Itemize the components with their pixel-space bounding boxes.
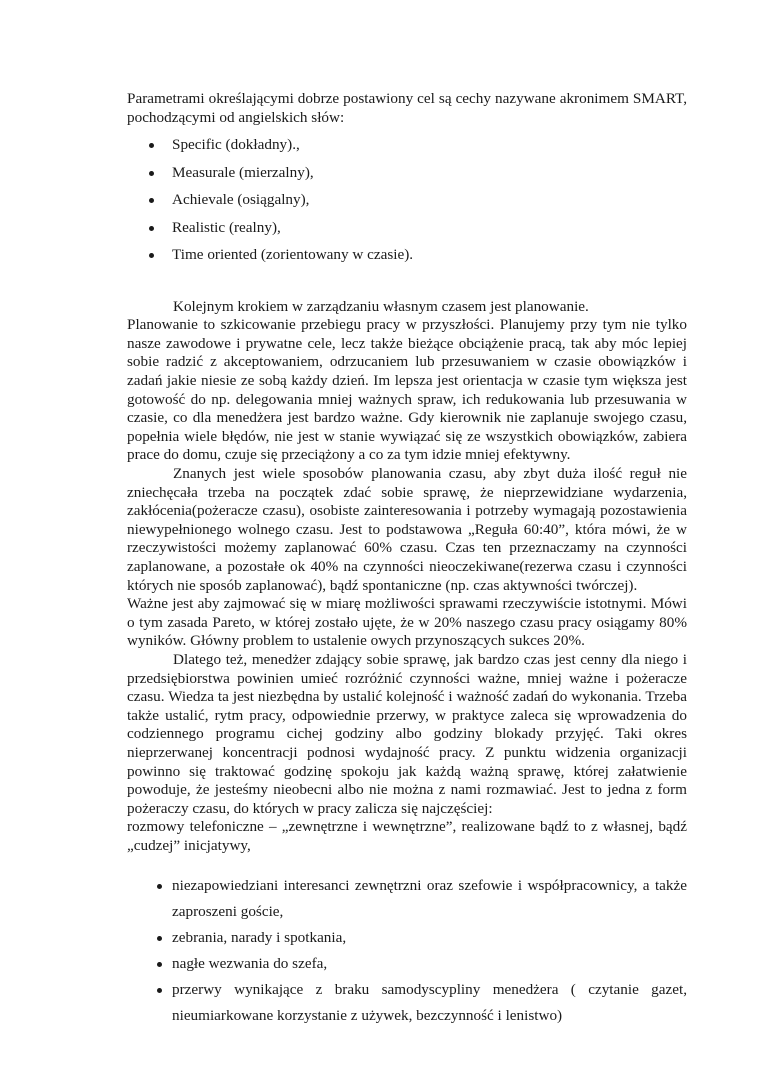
- list-item: Specific (dokładny).,: [127, 136, 687, 164]
- time-thieves-list: [127, 873, 687, 1029]
- time-thieves-paragraph: Dlatego też, menedżer zdający sobie sprawę, jak bardzo czas jest cenny dla niego i przedsiębiorstwa powinien umieć rozróżnić czynności ważne, mniej ważne i pożeracze czasu. Wiedza ta jest niezbędna by ustalić kolejność i ważność zadań do wykonania. Trzeba także ustalić, rytm pracy, odpowiednie przerwy, w praktyce zaleca się wprowadzenia do codziennego programu cichej godziny albo godziny blokady przyjęć. Taki okres nieprzerwanej koncentracji podnosi wydajność pracy. Z punktu widzenia organizacji powinno się traktować godzinę spokoju jak każdą ważną sprawę, której załatwienie powoduje, że jesteśmy nieobecni albo nie można z nami rozmawiać. Jest to jedna z form pożeraczy czasu, do których w pracy zalicza się najczęściej:: [127, 650, 687, 817]
- smart-intro-paragraph: Parametrami określającymi dobrze postawiony cel są cechy nazywane akronimem SMART, pochodzącymi od angielskich słów:: [127, 90, 687, 126]
- list-item: Measurale (mierzalny),: [127, 164, 687, 192]
- list-item: przerwy wynikające z braku samodyscypliny menedżera ( czytanie gazet, nieumiarkowane korzystanie z używek, bezczynność i lenistwo): [154, 977, 687, 1029]
- rule-60-40-paragraph: Znanych jest wiele sposobów planowania czasu, aby zbyt duża ilość reguł nie zniechęcała trzeba na początek zdać sobie sprawę, że nieprzewidziane wydarzenia, zakłócenia(pożeracze czasu), osobiste zainteresowania i potrzeby wymagają pozostawienia niewypełnionego wolnego czasu. Jest to podstawowa „Reguła 60:40”, która mówi, że w rzeczywistości możemy zaplanować 60% czasu. Czas ten przeznaczamy na czynności zaplanowane, a pozostałe ok 40% na czynności nieoczekiwane(rezerwa czasu i czynności których nie sposób zaplanować), bądź spontaniczne (np. czas aktywności twórczej).: [127, 465, 687, 594]
- list-item: zebrania, narady i spotkania,: [154, 925, 687, 951]
- list-item: niezapowiedziani interesanci zewnętrzni oraz szefowie i współpracownicy, a także zaproszeni goście,: [154, 873, 687, 925]
- planning-lead-sentence: Kolejnym krokiem w zarządzaniu własnym czasem jest planowanie.: [173, 297, 589, 315]
- list-item: Achievale (osiągalny),: [127, 191, 687, 219]
- list-item: Time oriented (zorientowany w czasie).: [127, 246, 687, 274]
- phone-calls-paragraph: rozmowy telefoniczne – „zewnętrzne i wewnętrzne”, realizowane bądź to z własnej, bądź „cudzej” inicjatywy,: [127, 818, 687, 854]
- document-page: [127, 90, 687, 1029]
- spacer: [127, 274, 687, 298]
- list-item: Realistic (realny),: [127, 219, 687, 247]
- smart-list: [127, 136, 687, 274]
- list-item: nagłe wezwania do szefa,: [154, 951, 687, 977]
- planning-paragraph: Planowanie to szkicowanie przebiegu pracy w przyszłości. Planujemy przy tym nie tylko nasze zawodowe i prywatne cele, lecz także bieżące obciążenie pracą, tak aby móc lepiej sobie radzić z akceptowaniem, odrzucaniem lub przesuwaniem w czasie obowiązków i zadań jakie niesie ze sobą każdy dzień. Im lepsza jest orientacja w czasie tym większa jest gotowość do np. delegowania mniej ważnych spraw, ich redukowania lub przesuwania w czasie, co dla menedżera jest bardzo ważne. Gdy kierownik nie zaplanuje swojego czasu, popełnia wiele błędów, nie jest w stanie wywiązać się ze wszystkich obowiązków, zabiera prace do domu, czuje się przeciążony a co za tym idzie mniej efektywny.: [127, 316, 687, 464]
- pareto-paragraph: Ważne jest aby zajmować się w miarę możliwości sprawami rzeczywiście istotnymi. Mówi o tym zasada Pareto, w której zostało ujęte, że w 20% naszego czasu pracy osiągamy 80% wyników. Główny problem to ustalenie owych przynoszących sukces 20%.: [127, 595, 687, 650]
